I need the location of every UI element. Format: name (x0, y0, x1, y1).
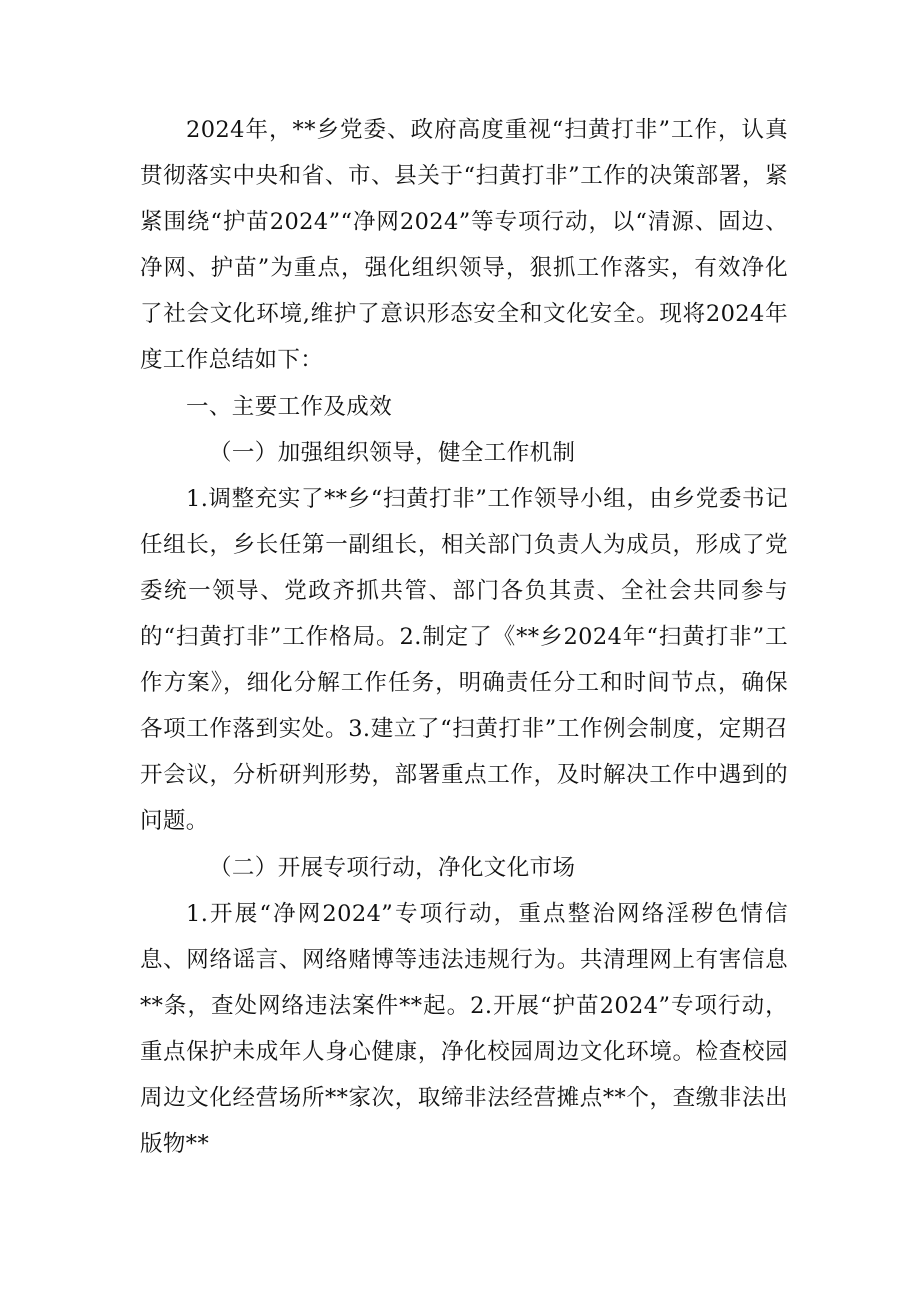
subsection-paragraph-special-actions: 1.开展“净网2024”专项行动，重点整治网络淫秽色情信息、网络谣言、网络赌博等违法违规行为。共清理网上有害信息**条，查处网络违法案件**起。2.开展“护苗2024”专项行动，重点保护未成年人身心健康，净化校园周边文化环境。检查校园周边文化经营场所**家次，取缔非法经营摊点**个，查缴非法出版物** (140, 900, 788, 1158)
subsection-paragraph-organization: 1.调整充实了**乡“扫黄打非”工作领导小组，由乡党委书记任组长，乡长任第一副组长，相关部门负责人为成员，形成了党委统一领导、党政齐抓共管、部门各负其责、全社会共同参与的“扫黄打非”工作格局。2.制定了《**乡2024年“扫黄打非”工作方案》，细化分解工作任务，明确责任分工和时间节点，确保各项工作落到实处。3.建立了“扫黄打非”工作例会制度，定期召开会议，分析研判形势，部署重点工作，及时解决工作中遇到的问题。 (140, 485, 788, 835)
section-heading-main-work: 一、主要工作及成效 (186, 393, 393, 420)
intro-paragraph: 2024年，**乡党委、政府高度重视“扫黄打非”工作，认真贯彻落实中央和省、市、县关于“扫黄打非”工作的决策部署，紧紧围绕“护苗2024”“净网2024”等专项行动，以“清源、固边、净网、护苗”为重点，强化组织领导，狠抓工作落实，有效净化了社会文化环境,维护了意识形态安全和文化安全。现将2024年度工作总结如下： (140, 117, 788, 374)
subsection-heading-organization: （一）加强组织领导，健全工作机制 (209, 439, 576, 466)
subsection-heading-special-actions: （二）开展专项行动，净化文化市场 (209, 854, 576, 881)
document-body (140, 107, 788, 1167)
